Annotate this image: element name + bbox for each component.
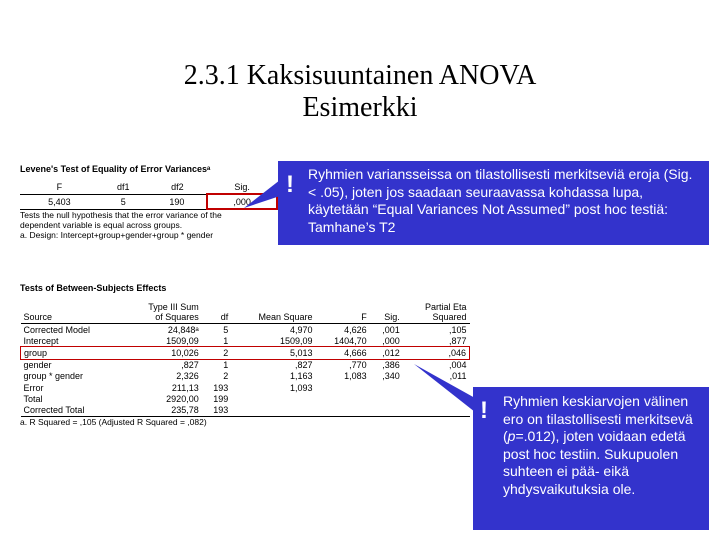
row-ms: 1,093 — [290, 382, 313, 393]
levene-header-f: F — [20, 180, 99, 194]
row-eta: ,011 — [449, 371, 467, 382]
row-f: 1404,70 — [334, 335, 367, 346]
slide-title-line2: Esimerkki — [302, 92, 418, 123]
header-source: Source — [21, 301, 123, 324]
row-df: 1 — [223, 360, 229, 371]
row-sig: ,001 — [382, 324, 400, 335]
row-source: Total — [23, 393, 43, 404]
row-f: 4,626 — [344, 324, 367, 335]
header-df: df — [202, 301, 232, 324]
levene-note-1: Tests the null hypothesis that the error variance of the — [20, 210, 222, 220]
callout2-p-label: p — [507, 428, 516, 444]
row-df: 193 — [213, 382, 229, 393]
callout1-pointer — [244, 180, 280, 208]
row-f: 4,666 — [316, 347, 370, 359]
row-sig: ,012 — [370, 347, 403, 359]
header-ss-line1: Type III Sum — [148, 302, 199, 312]
row-eta: ,877 — [448, 335, 467, 346]
row-ss: 24,848ᵃ — [167, 324, 199, 335]
callout2-pointer — [414, 364, 475, 412]
row-source: Error — [23, 382, 44, 393]
header-ms: Mean Square — [231, 301, 315, 324]
row-source: group — [21, 347, 123, 359]
levene-note-3: a. Design: Intercept+group+gender+group * gender — [20, 230, 214, 240]
row-df: 199 — [213, 393, 229, 404]
row-df: 5 — [223, 324, 229, 335]
row-ss: 10,026 — [122, 347, 201, 359]
row-ss: 2920,00 — [166, 393, 199, 404]
slide-title-line1: 2.3.1 Kaksisuuntainen ANOVA — [183, 60, 537, 91]
row-source: group * gender — [23, 371, 84, 382]
levene-header-sig: Sig. — [207, 180, 277, 194]
row-f: 1,083 — [344, 371, 367, 382]
exclamation-icon: ! — [286, 171, 294, 198]
levene-sig: ,000 — [207, 194, 277, 209]
row-sig: ,340 — [382, 371, 400, 382]
levene-header-df2: df2 — [148, 180, 207, 194]
row-df: 193 — [202, 404, 232, 416]
callout-levene — [278, 161, 709, 245]
row-ss: 1509,09 — [166, 335, 199, 346]
row-df: 2 — [223, 371, 229, 382]
callout2-text-before: Ryhmien keskiarvojen välinen ero on tilastollisesti merkitsevä ( — [503, 393, 693, 444]
levene-f: 5,403 — [20, 194, 99, 209]
row-ss: ,827 — [181, 360, 199, 371]
row-eta: ,046 — [403, 347, 470, 359]
callout-group-effect — [473, 387, 709, 530]
header-eta-line2: Squared — [432, 312, 467, 322]
row-sig: ,000 — [382, 335, 400, 346]
between-note: a. R Squared = ,105 (Adjusted R Squared = ,082) — [20, 416, 207, 427]
row-eta: ,004 — [448, 360, 467, 371]
between-title: Tests of Between-Subjects Effects — [20, 283, 167, 293]
row-ms: 1,163 — [290, 371, 313, 382]
row-sig: ,386 — [382, 360, 400, 371]
row-source: Corrected Model — [23, 324, 91, 335]
levene-df1: 5 — [99, 194, 148, 209]
row-ss: 211,13 — [171, 382, 199, 393]
row-ms: 4,970 — [290, 324, 313, 335]
header-eta-line1: Partial Eta — [424, 302, 467, 312]
row-ms: ,827 — [295, 360, 313, 371]
row-source: Intercept — [23, 335, 59, 346]
exclamation-icon: ! — [480, 397, 488, 424]
header-sig: Sig. — [370, 301, 403, 324]
levene-df2: 190 — [148, 194, 207, 209]
row-ms: 5,013 — [231, 347, 315, 359]
callout-group-effect-text — [503, 393, 707, 498]
levene-header-df1: df1 — [99, 180, 148, 194]
row-ss: 2,326 — [176, 371, 199, 382]
header-f: F — [316, 301, 370, 324]
row-source: gender — [23, 360, 52, 371]
callout2-text-after: =.012), joten voidaan edetä post hoc testiin. Sukupuolen suhteen ei pää- eikä yhdysvaikutuksia ole. — [503, 428, 686, 497]
row-df: 1 — [223, 335, 229, 346]
row-ms: 1509,09 — [280, 335, 313, 346]
row-eta: ,105 — [448, 324, 467, 335]
levene-title: Levene's Test of Equality of Error Variancesᵃ — [20, 164, 211, 174]
row-f: ,770 — [349, 360, 367, 371]
header-ss-line2: of Squares — [155, 312, 199, 322]
row-ss: 235,78 — [122, 404, 201, 416]
row-df: 2 — [202, 347, 232, 359]
row-source: Corrected Total — [21, 404, 123, 416]
levene-note-2: dependent variable is equal across groups. — [20, 220, 183, 230]
callout-levene-text: Ryhmien variansseissa on tilastollisesti merkitseviä eroja (Sig. < .05), joten jos saadaan seuraavassa kohdassa lupa, käytetään “Equal Variances Not Assumed” post hoc testiä: Tamhane’s T2 — [308, 166, 693, 235]
